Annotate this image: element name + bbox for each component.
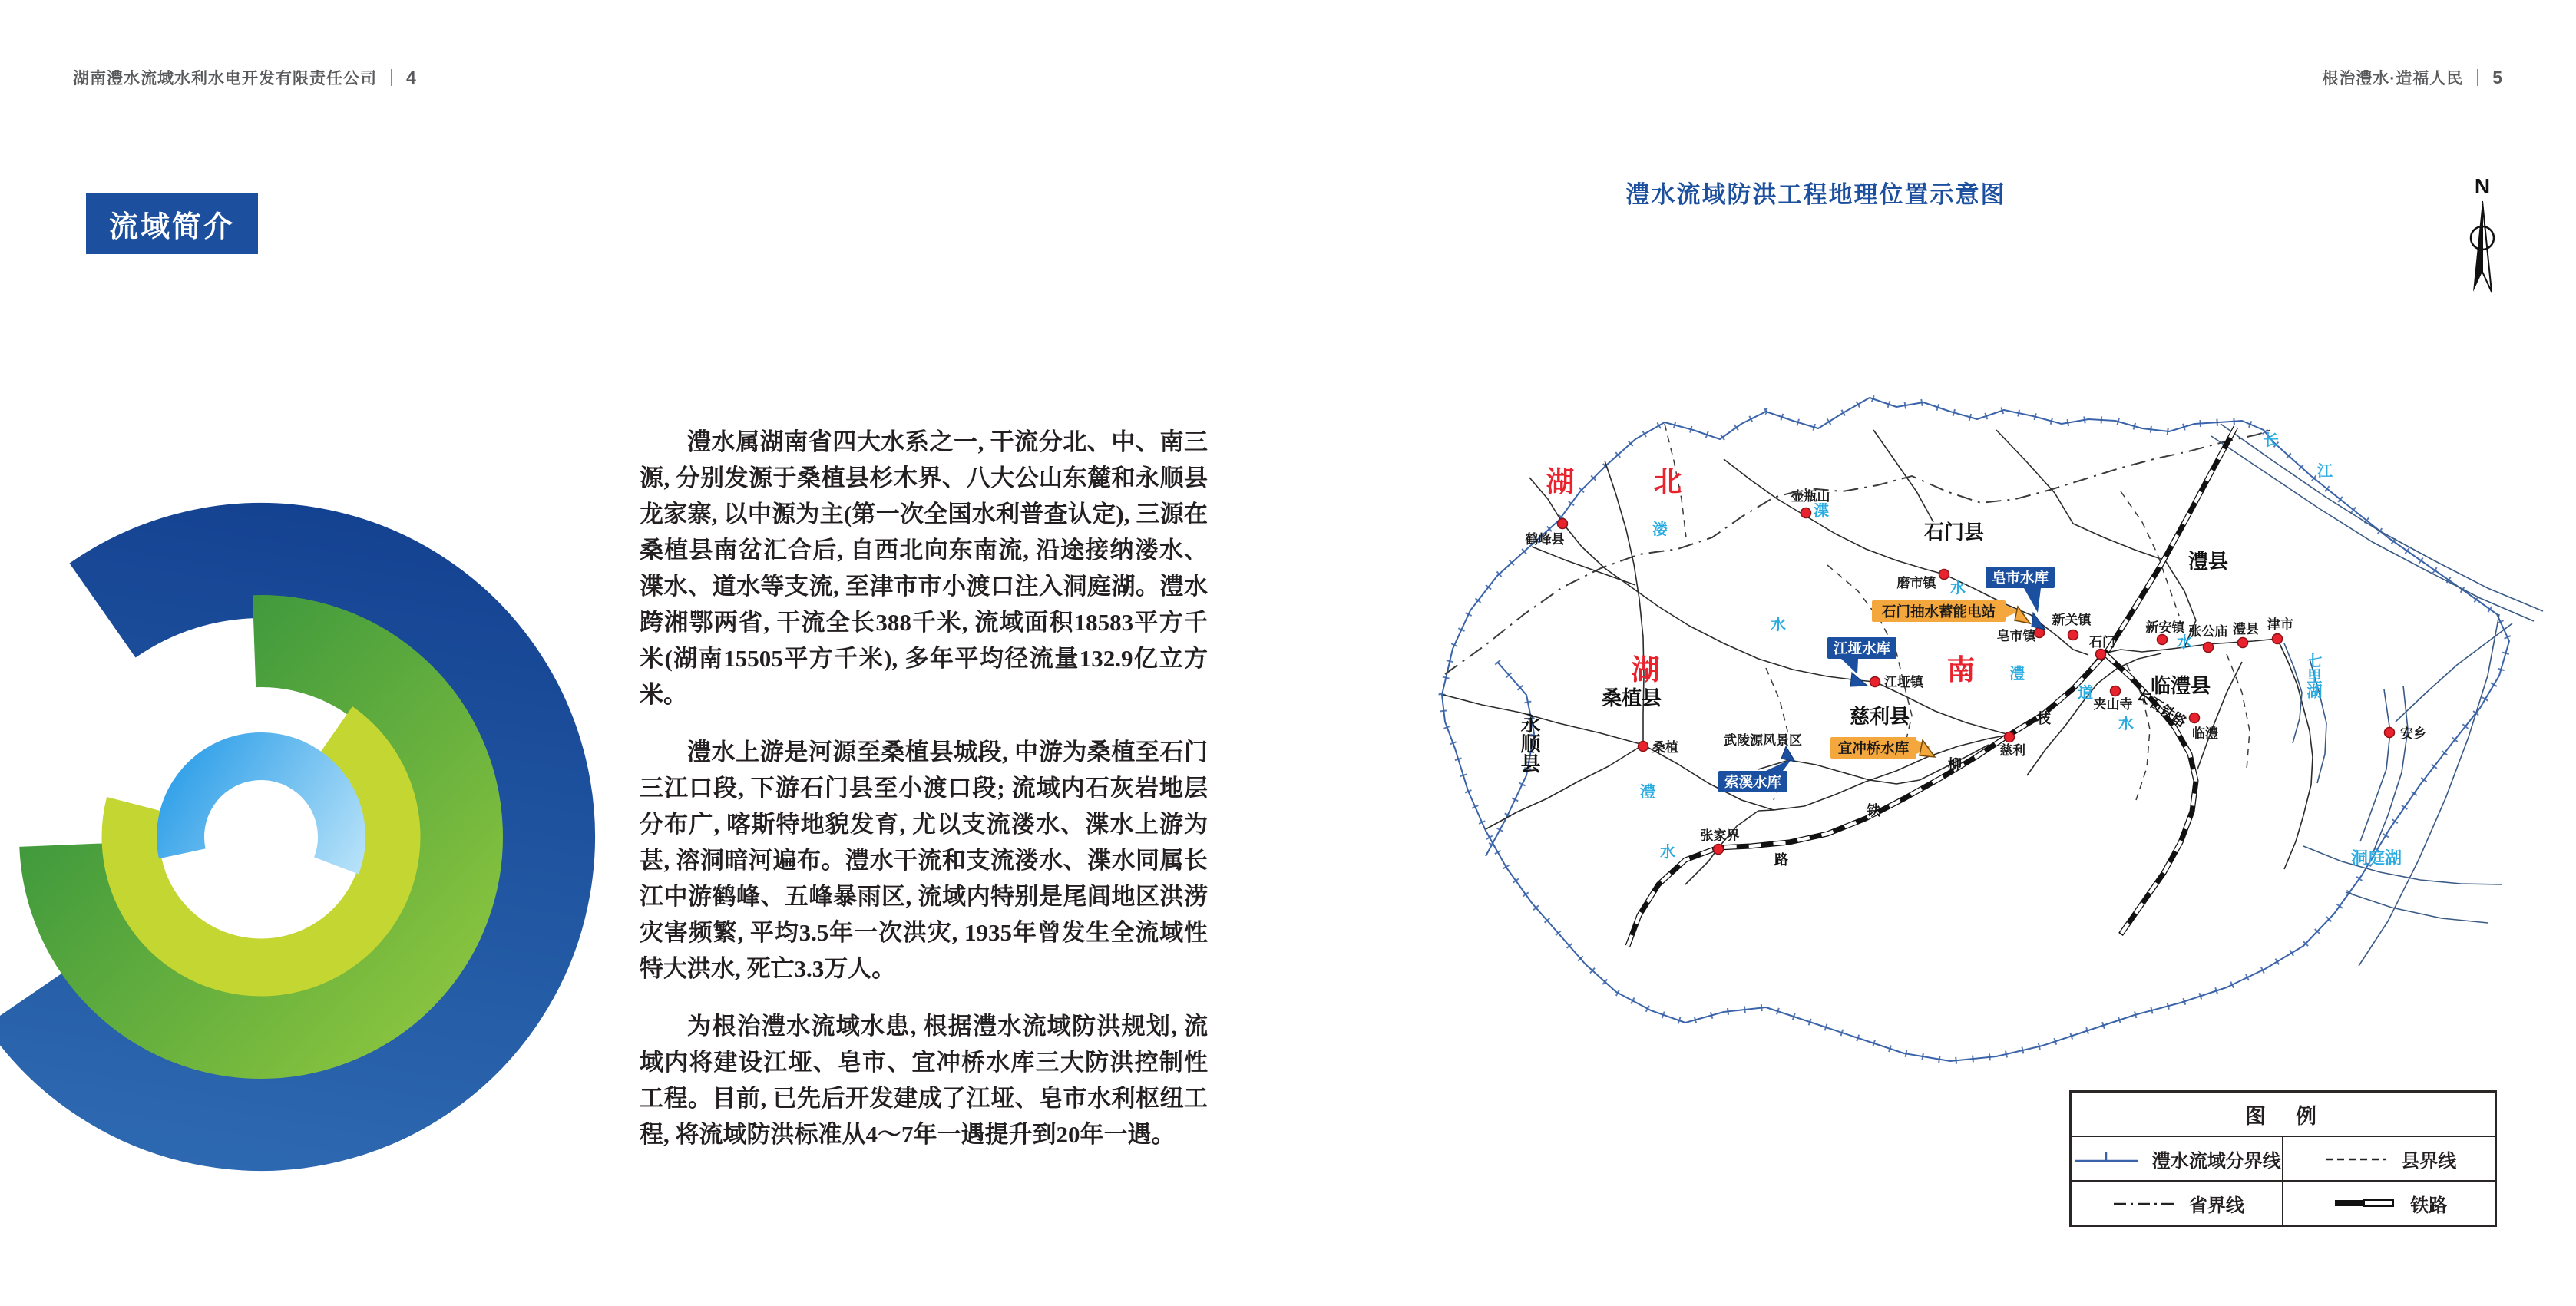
map-label-linli-county: 临澧县 (2150, 674, 2211, 697)
map-label-zhanggongmiao: 张公庙 (2188, 624, 2228, 639)
map-label-xinan: 新安镇 (2145, 620, 2185, 635)
slogan: 根治澧水·造福人民 (2322, 70, 2464, 88)
header-left (73, 66, 417, 89)
map-label-hunan-2: 南 (1946, 654, 1976, 686)
city-dot (2385, 728, 2395, 738)
map-label-lishui-mid-1: 澧 (2009, 666, 2025, 683)
map-label-lishui-upper-2: 水 (1660, 844, 1675, 861)
legend-label: 澧水流域分界线 (2151, 1150, 2281, 1172)
yangtze-and-lakes (2211, 424, 2543, 966)
map-label-wulingyuan: 武陵源风景区 (1724, 733, 1802, 748)
map-label-jinshi: 津市 (2267, 617, 2293, 632)
city-dot (1939, 570, 1949, 580)
map-label-hupingshan: 壶瓶山 (1791, 489, 1830, 504)
city-dot (2273, 634, 2283, 644)
map-label-daoshui-1: 道 (2078, 685, 2093, 702)
legend-label: 省界线 (2188, 1195, 2244, 1216)
map-label-railway-lu: 路 (1774, 852, 1788, 868)
basin-introduction-text (640, 424, 1208, 1174)
map-label-hefeng: 鹤峰县 (1525, 532, 1565, 547)
reservoir-suoxi (1718, 746, 1795, 792)
map-label-lixian-town: 澧县 (2233, 622, 2259, 636)
map-label-loushui-2: 水 (1771, 617, 1786, 633)
header-divider (391, 69, 392, 86)
city-dot (2238, 638, 2248, 648)
map-label-changjiang-1: 长 (2264, 432, 2279, 449)
county-boundary-symbol (2321, 1151, 2390, 1166)
map-label-shimen-county: 石门县 (1923, 521, 1985, 544)
basin-boundary (1442, 398, 2509, 1061)
map-label-railway-zhi: 枝 (2037, 711, 2051, 726)
map-label-changshi-railway: 长石铁路 (2134, 686, 2190, 730)
map-label-moshi: 磨市镇 (1896, 576, 1936, 590)
header-right (2322, 66, 2503, 89)
map-label-loushui-1: 溇 (1652, 521, 1668, 538)
city-dot (1870, 677, 1880, 687)
city-dot (2204, 643, 2214, 653)
map-label-xinguan: 新关镇 (2052, 613, 2092, 627)
map-label-lishui-mid-2: 水 (2177, 634, 2192, 651)
reservoir-label: 江垭水库 (1833, 640, 1891, 656)
reservoir-label: 宜冲桥水库 (1837, 740, 1910, 756)
map-label-railway-tie: 铁 (1867, 803, 1880, 818)
logo-swirl (0, 452, 599, 1175)
map-label-shimen-town: 石门 (2089, 635, 2115, 650)
station-label: 石门抽水蓄能电站 (1881, 603, 1996, 620)
map-label-anxiang: 安乡 (2400, 726, 2426, 741)
basin-boundary-symbol (2072, 1151, 2141, 1166)
city-dot (2111, 686, 2121, 696)
railway-zhiliu (1628, 427, 2236, 946)
reservoir-yichongqiao (1830, 737, 1935, 759)
section-title: 流域简介 (86, 193, 258, 254)
dam-marker (2015, 607, 2030, 623)
city-dot (2158, 635, 2168, 645)
dam-marker (1850, 673, 1867, 686)
city-dot (1639, 742, 1648, 752)
page-number-left: 4 (406, 67, 417, 88)
city-dot (1801, 508, 1811, 518)
company-logo (0, 177, 599, 1175)
map-label-changjiang-2: 江 (2317, 463, 2333, 480)
reservoir-label: 索溪水库 (1724, 774, 1782, 790)
map-label-xieshui-1: 渫 (1814, 503, 1829, 520)
city-dot (2068, 630, 2078, 640)
header-divider (2477, 69, 2478, 86)
reservoir-label: 皂市水库 (1991, 570, 2049, 586)
paragraph-2: 澧水上游是河源至桑植县城段, 中游为桑植至石门三江口段, 下游石门县至小渡口段; 流域内石灰岩地层分布广, 喀斯特地貌发育, 尤以支流溇水、渫水上游为甚, 溶洞暗河遍布。澧水干流和支流溇水、渫水同属长江中游鹤峰、五峰暴雨区, 流域内特别是尾闾地区洪涝灾害频繁, 平均3.5年一次洪灾, 1935年曾发生全流域性特大洪水, 死亡3.3万人。 (640, 739, 1208, 982)
legend-label: 县界线 (2401, 1150, 2457, 1172)
map-label-linli-town: 临澧 (2192, 726, 2218, 741)
dam-marker (1920, 740, 1935, 757)
map-title: 澧水流域防洪工程地理位置示意图 (1625, 181, 2006, 208)
map-label-sangzhi-county: 桑植县 (1601, 686, 1662, 709)
page-number-right: 5 (2492, 67, 2503, 88)
compass-needle-icon (2465, 198, 2499, 298)
legend-item-county (2283, 1136, 2495, 1180)
dam-marker (2032, 613, 2045, 630)
map-label-jiangya-town: 江垭镇 (1884, 675, 1923, 689)
map-label-xieshui-2: 水 (1950, 580, 1966, 597)
province-boundary-symbol (2109, 1195, 2178, 1211)
legend-label: 铁路 (2410, 1195, 2448, 1216)
map-label-sangzhi-town: 桑植 (1652, 740, 1678, 755)
map-label-zhangjiajie: 张家界 (1700, 828, 1740, 843)
map-legend (2069, 1090, 2497, 1227)
dam-marker (1781, 746, 1795, 762)
legend-title: 图 例 (2245, 1104, 2321, 1128)
map-label-hubei-2: 北 (1653, 466, 1682, 498)
map-label-jiashansi: 夹山寺 (2093, 697, 2133, 712)
map-label-qilihu: 七里湖 (2304, 653, 2321, 699)
city-dot (2096, 650, 2106, 660)
map-label-daoshui-2: 水 (2118, 716, 2134, 732)
legend-item-province (2072, 1180, 2283, 1225)
basin-map (1405, 330, 2549, 1106)
paragraph-3: 为根治澧水流域水患, 根据澧水流域防洪规划, 流域内将建设江垭、皂市、宜冲桥水库三大防洪控制性工程。目前, 已先后开发建成了江垭、皂市水利枢纽工程, 将流域防洪标准从4～7年一遇提升到20年一遇。 (640, 1013, 1208, 1148)
railway-symbol (2330, 1195, 2399, 1211)
callout-arrow (2024, 588, 2041, 613)
callout-arrow (1841, 659, 1858, 674)
map-label-railway-liu: 柳 (1948, 757, 1962, 772)
city-dot (2190, 713, 2200, 723)
map-label-hunan-1: 湖 (1631, 654, 1660, 686)
map-label-dongtinghu: 洞庭湖 (2350, 848, 2402, 868)
city-dot (1714, 845, 1724, 855)
map-label-cili-town: 慈利 (1999, 743, 2025, 758)
map-label-cili-county: 慈利县 (1849, 705, 1910, 728)
compass (2455, 175, 2509, 302)
compass-n-label: N (2474, 174, 2491, 198)
city-dot (1558, 519, 1568, 529)
map-label-hubei-1: 湖 (1546, 466, 1575, 498)
company-name: 湖南澧水流域水利水电开发有限责任公司 (73, 70, 377, 88)
map-label-li-county: 澧县 (2187, 550, 2229, 573)
paragraph-1: 澧水属湖南省四大水系之一, 干流分北、中、南三源, 分别发源于桑植县杉木界、八大公山东麓和永顺县龙家寨, 以中源为主(第一次全国水利普查认定), 三源在桑植县南岔汇合后, 自西北向东南流, 沿途接纳溇水、渫水、道水等支流, 至津市市小渡口注入洞庭湖。澧水跨湘鄂两省, 干流全长388千米, 流域面积18583平方千米(湖南15505平方千米), 多年平均径流量132.9亿立方米。 (640, 428, 1208, 708)
city-dot (2005, 732, 2015, 742)
map-label-lishui-upper-1: 澧 (1640, 784, 1655, 801)
legend-item-railway (2283, 1180, 2495, 1225)
city-dots (1558, 508, 2395, 855)
legend-item-basin (2072, 1136, 2283, 1180)
map-label-zaoshi-town: 皂市镇 (1996, 629, 2036, 643)
map-label-yongshun-county: 永顺县 (1518, 713, 1541, 773)
